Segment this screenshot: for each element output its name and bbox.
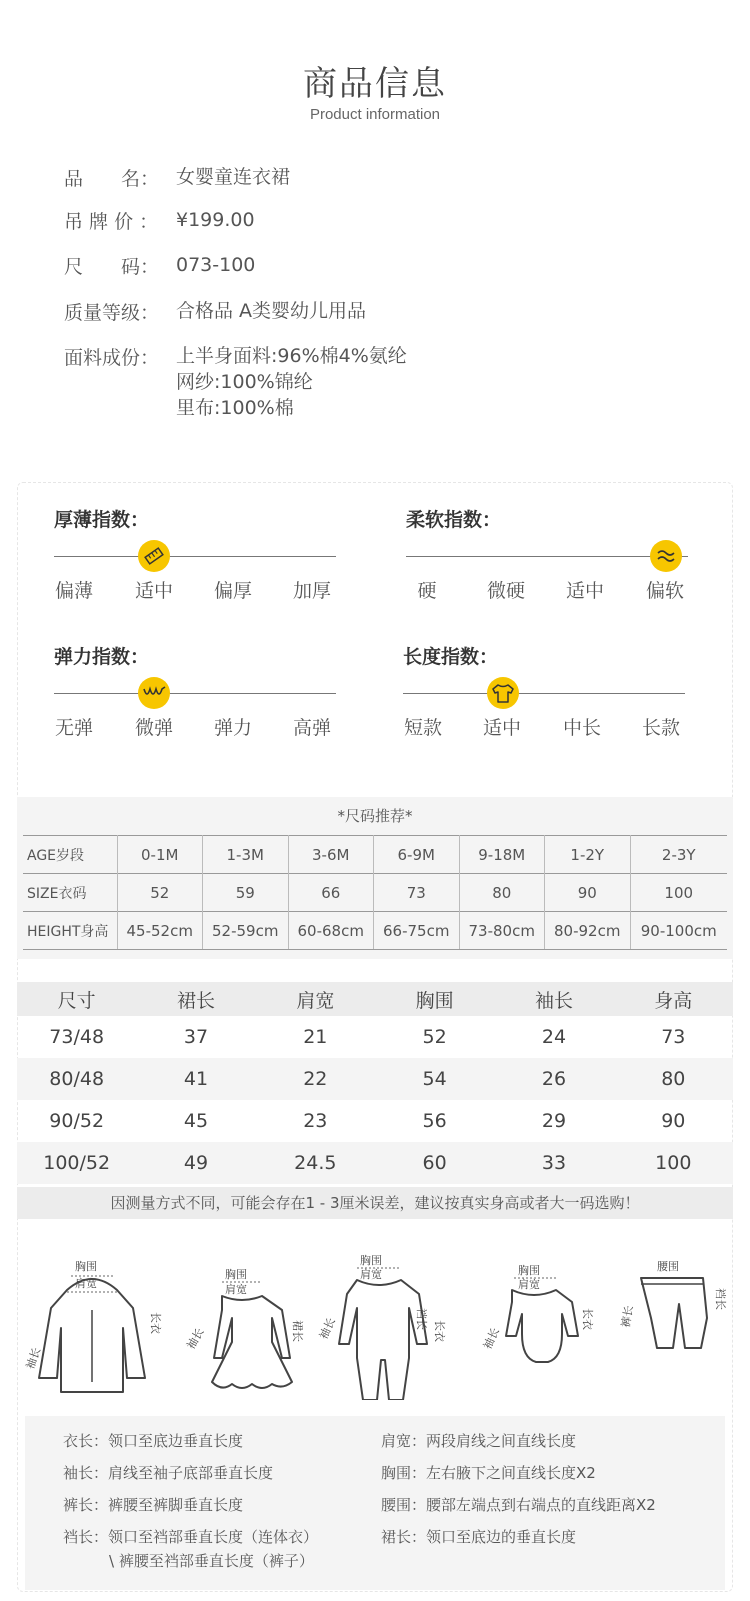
figure-label: 长衣 (581, 1308, 594, 1330)
table-cell: 3-6M (288, 836, 374, 874)
table-cell: 45-52cm (117, 912, 203, 950)
table-cell: 100 (630, 874, 727, 912)
table-cell: 52-59cm (203, 912, 289, 950)
table-cell: 6-9M (374, 836, 460, 874)
table-cell: 45 (183, 1110, 209, 1132)
table-cell: 24.5 (294, 1152, 337, 1174)
definition-item: 胸围：左右腋下之间直线长度X2 (381, 1464, 596, 1482)
figure-label: 胸围 (360, 1254, 382, 1267)
table-cell: 22 (303, 1068, 328, 1090)
table-cell: 0-1M (117, 836, 203, 874)
size-recommendation (17, 797, 733, 959)
size-recommendation-caption: *尺码推荐* (337, 807, 413, 825)
figure-label: 胸围 (225, 1268, 247, 1281)
elasticity-label: 弹力 (213, 717, 252, 739)
definition-item: 裆长：领口至裆部垂直长度（连体衣） (63, 1528, 319, 1546)
pants-diagram-icon (613, 1250, 733, 1400)
table-cell: 1-2Y (545, 836, 631, 874)
figure-label: 长衣 (433, 1320, 446, 1342)
table-cell: 9-18M (459, 836, 545, 874)
row-header: SIZE衣码 (23, 874, 117, 912)
table-row (17, 1100, 733, 1142)
table-cell: 1-3M (203, 836, 289, 874)
table-cell: 66-75cm (374, 912, 460, 950)
definition-item: 肩宽：两段肩线之间直线长度 (381, 1432, 577, 1450)
ruler-icon (138, 540, 170, 572)
figure-label: 裆长 (714, 1288, 727, 1310)
table-cell: 60 (422, 1152, 447, 1174)
info-value: 073-100 (176, 254, 256, 276)
table-cell: 66 (288, 874, 374, 912)
jacket-diagram-icon (17, 1250, 167, 1400)
table-cell: 2-3Y (630, 836, 727, 874)
column-header: 裙长 (176, 989, 215, 1012)
thickness-index-scale (54, 556, 336, 557)
info-value: 女婴童连衣裙 (176, 166, 291, 188)
softness-label: 适中 (565, 580, 604, 602)
table-cell: 100 (655, 1152, 692, 1174)
table-row (17, 1058, 733, 1100)
info-label: 质量等级： (64, 302, 160, 324)
figure-label: 胸围 (75, 1260, 97, 1273)
table-cell: 100/52 (43, 1152, 111, 1174)
softness-label: 微硬 (486, 580, 525, 602)
table-cell: 37 (183, 1026, 209, 1048)
figure-label: 肩宽 (360, 1268, 382, 1281)
info-value: 网纱:100%锦纶 (176, 371, 313, 393)
column-header: 胸围 (415, 989, 454, 1012)
wave-icon (650, 540, 682, 572)
table-cell: 41 (183, 1068, 209, 1090)
column-header: 身高 (654, 989, 693, 1012)
measurement-note: 因测量方式不同，可能会存在1 - 3厘米误差，建议按真实身高或者大一码选购！ (17, 1187, 733, 1219)
table-cell: 21 (303, 1026, 328, 1048)
page-title: 商品信息 (303, 64, 447, 104)
table-cell: 54 (422, 1068, 447, 1090)
table-cell: 24 (541, 1026, 567, 1048)
figure-label: 肩宽 (75, 1277, 97, 1290)
table-cell: 73 (374, 874, 460, 912)
table-cell: 52 (117, 874, 203, 912)
info-value: ¥199.00 (176, 209, 255, 231)
softness-index-title: 柔软指数： (406, 509, 502, 531)
table-header (17, 982, 733, 1016)
page-subtitle: Product information (309, 106, 441, 123)
table-cell: 80 (459, 874, 545, 912)
elasticity-label: 高弹 (292, 717, 331, 739)
thickness-label: 偏薄 (54, 580, 93, 602)
figure-label: 腰围 (657, 1260, 679, 1273)
thickness-index-title: 厚薄指数： (54, 509, 150, 531)
measurement-definitions (25, 1416, 725, 1590)
thickness-label: 适中 (134, 580, 173, 602)
softness-label: 偏软 (645, 580, 684, 602)
length-label: 中长 (562, 717, 601, 739)
info-value: 上半身面料:96%棉4%氨纶 (176, 345, 407, 367)
figure-label: 裆长 (415, 1308, 428, 1330)
table-cell: 49 (183, 1152, 209, 1174)
length-index-title: 长度指数： (403, 646, 499, 668)
elasticity-label: 微弹 (134, 717, 173, 739)
table-cell: 80 (661, 1068, 686, 1090)
figure-label: 袖长 (316, 1315, 339, 1342)
thickness-label: 偏厚 (213, 580, 252, 602)
figure-label: 胸围 (518, 1264, 540, 1277)
table-cell: 60-68cm (288, 912, 374, 950)
length-label: 适中 (482, 717, 521, 739)
elasticity-index-title: 弹力指数： (54, 646, 150, 668)
softness-index-scale (406, 556, 688, 557)
table-row (17, 1016, 733, 1058)
figure-label: 长衣 (149, 1312, 162, 1334)
elasticity-index-scale (54, 693, 336, 694)
bodysuit-diagram-icon (472, 1250, 602, 1400)
info-value: 里布:100%棉 (176, 397, 294, 419)
length-index-scale (403, 693, 685, 694)
row-header: AGE岁段 (23, 836, 117, 874)
info-label: 尺 码： (64, 256, 160, 278)
info-label: 面料成份： (64, 347, 160, 369)
table-cell: 23 (303, 1110, 328, 1132)
elasticity-label: 无弹 (54, 717, 93, 739)
column-header: 尺寸 (57, 989, 96, 1012)
table-cell: 52 (422, 1026, 447, 1048)
table-cell: 90 (661, 1110, 686, 1132)
table-cell: 29 (541, 1110, 567, 1132)
table-row (23, 836, 727, 874)
info-value: 合格品 A类婴幼儿用品 (176, 300, 367, 322)
figure-label: 肩宽 (225, 1283, 247, 1296)
table-cell: 73/48 (49, 1026, 105, 1048)
figure-label: 袖长 (184, 1325, 207, 1352)
garment-diagrams (17, 1250, 733, 1400)
table-row (17, 1142, 733, 1184)
info-label: 品 名： (64, 168, 160, 190)
table-cell: 80-92cm (545, 912, 631, 950)
figure-label: 裤长 (619, 1304, 636, 1329)
measurement-table (17, 982, 733, 1184)
jumpsuit-diagram-icon (312, 1250, 452, 1400)
row-header: HEIGHT身高 (23, 912, 117, 950)
column-header: 肩宽 (296, 989, 335, 1012)
length-label: 长款 (641, 717, 680, 739)
column-header: 袖长 (534, 989, 573, 1012)
definition-item: \ 裤腰至裆部垂直长度（裤子） (109, 1552, 314, 1570)
shirt-icon (487, 677, 519, 709)
table-cell: 73 (661, 1026, 686, 1048)
table-row (23, 912, 727, 950)
table-cell: 26 (541, 1068, 567, 1090)
definition-item: 衣长：领口至底边垂直长度 (63, 1432, 244, 1450)
thickness-label: 加厚 (292, 580, 331, 602)
table-cell: 90 (545, 874, 631, 912)
definition-item: 裙长：领口至底边的垂直长度 (381, 1528, 577, 1546)
table-cell: 80/48 (49, 1068, 105, 1090)
table-cell: 90/52 (49, 1110, 105, 1132)
table-cell: 90-100cm (630, 912, 727, 950)
definition-item: 裤长：裤腰至裤脚垂直长度 (63, 1496, 244, 1514)
length-label: 短款 (403, 717, 442, 739)
spring-icon (138, 677, 170, 709)
dress-diagram-icon (177, 1250, 307, 1400)
table-cell: 56 (422, 1110, 447, 1132)
figure-label: 袖长 (480, 1325, 503, 1352)
figure-label: 袖长 (23, 1345, 44, 1372)
figure-label: 肩宽 (518, 1278, 540, 1291)
size-recommendation-table (23, 835, 727, 950)
table-cell: 73-80cm (459, 912, 545, 950)
table-cell: 59 (203, 874, 289, 912)
definition-item: 腰围：腰部左端点到右端点的直线距离X2 (381, 1496, 656, 1514)
figure-label: 裙长 (291, 1320, 304, 1342)
definition-item: 袖长：肩线至袖子底部垂直长度 (63, 1464, 274, 1482)
table-row (23, 874, 727, 912)
table-cell: 33 (541, 1152, 567, 1174)
info-label: 吊 牌 价 ： (64, 211, 159, 233)
softness-label: 硬 (417, 580, 437, 602)
